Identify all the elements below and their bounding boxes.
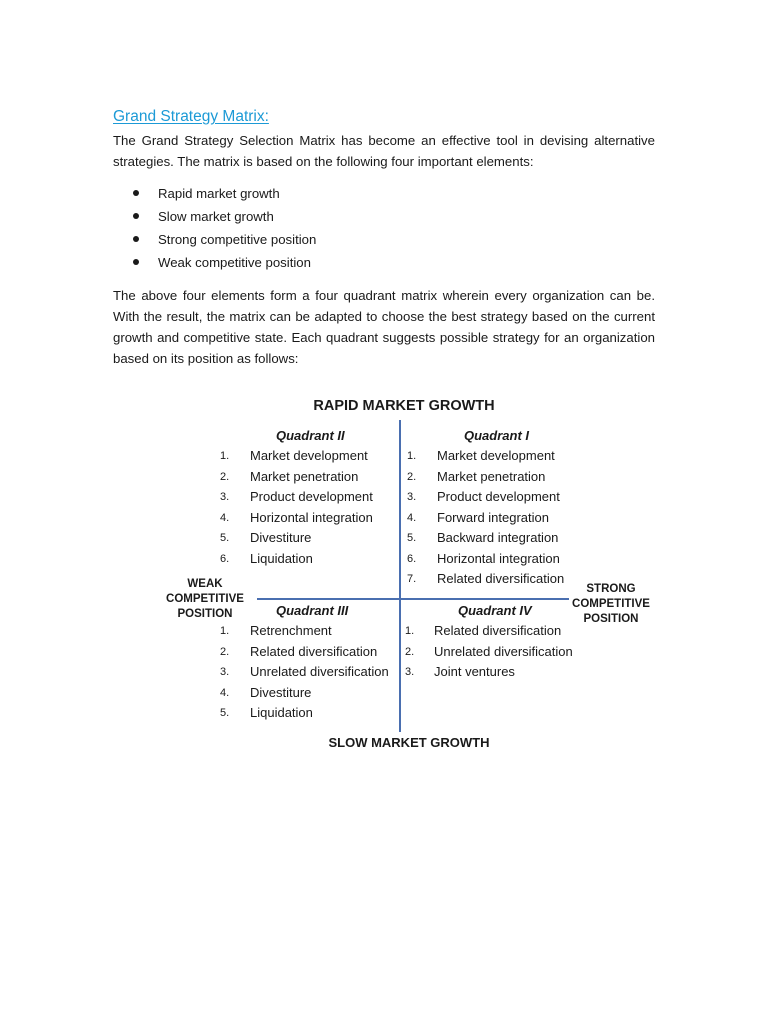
intro-paragraph: The Grand Strategy Selection Matrix has become an effective tool in devising alternative strategies. The matrix is based on the following four important elements:	[113, 133, 655, 169]
strategy-number: 1.	[405, 625, 415, 637]
section-heading: Grand Strategy Matrix:	[113, 108, 269, 125]
strategy-number: 3.	[220, 491, 230, 503]
strategy-label: Unrelated diversification	[434, 643, 573, 659]
list-item: Strong competitive position	[113, 228, 316, 251]
quadrant-iii-title: Quadrant III	[276, 603, 349, 618]
strategy-number: 6.	[220, 552, 230, 565]
strategy-label: Related diversification	[434, 623, 562, 638]
strategy-label: Horizontal integration	[250, 509, 373, 525]
strategy-number: 7.	[407, 573, 417, 585]
bullet-icon	[133, 259, 139, 265]
strategy-number: 5.	[220, 532, 230, 544]
quadrant-i-title: Quadrant I	[464, 428, 530, 443]
elements-list	[113, 182, 316, 274]
strategy-label: Divestiture	[250, 684, 312, 700]
quadrant-ii-title: Quadrant II	[276, 428, 345, 443]
strategy-number: 3.	[220, 666, 230, 678]
strategy-number: 2.	[405, 645, 415, 658]
strategy-label: Related diversification	[437, 571, 565, 586]
strategy-number: 5.	[407, 532, 417, 544]
strategy-label: Retrenchment	[250, 623, 332, 638]
strategy-number: 2.	[220, 645, 230, 658]
strategy-label: Market penetration	[437, 468, 546, 484]
list-item: Rapid market growth	[113, 182, 316, 205]
axis-label-bottom: SLOW MARKET GROWTH	[328, 735, 490, 750]
vertical-axis-line	[399, 420, 401, 732]
strategy-label: Market development	[437, 448, 555, 463]
strategy-label: Related diversification	[250, 643, 378, 659]
strategy-label: Market penetration	[250, 468, 359, 484]
strategy-label: Product development	[250, 489, 373, 504]
strategy-label: Horizontal integration	[437, 550, 560, 566]
strategy-label: Backward integration	[437, 530, 559, 545]
strategy-number: 2.	[220, 470, 230, 483]
bullet-icon	[133, 190, 139, 196]
strategy-number: 6.	[407, 552, 417, 565]
strategy-label: Unrelated diversification	[250, 664, 389, 679]
horizontal-axis-line	[257, 598, 569, 600]
body-paragraph: The above four elements form a four quadrant matrix wherein every organization can be. With the result, the matrix can be adapted to choose the best strategy based on the current growth and competitive state. Each quadrant suggests possible strategy for an organization based on its position as follows:	[113, 288, 655, 366]
strategy-number: 4.	[407, 511, 417, 524]
strategy-number: 4.	[220, 686, 230, 699]
strategy-label: Liquidation	[250, 550, 313, 566]
strategy-number: 3.	[405, 666, 415, 678]
strategy-label: Liquidation	[250, 705, 313, 720]
strategy-label: Forward integration	[437, 509, 549, 525]
bullet-icon	[133, 213, 139, 219]
strategy-number: 5.	[220, 707, 230, 719]
quadrant-iv-title: Quadrant IV	[458, 603, 532, 618]
strategy-number: 4.	[220, 511, 230, 524]
axis-label-left: WEAK COMPETITIVE POSITION	[166, 578, 244, 620]
list-item: Slow market growth	[113, 205, 316, 228]
axis-label-top: RAPID MARKET GROWTH	[313, 398, 495, 414]
strategy-number: 2.	[407, 470, 417, 483]
strategy-number: 1.	[220, 625, 230, 637]
strategy-label: Market development	[250, 448, 368, 463]
strategy-number: 1.	[220, 450, 230, 462]
list-item: Weak competitive position	[113, 251, 316, 274]
strategy-label: Product development	[437, 489, 560, 504]
strategy-label: Joint ventures	[434, 664, 515, 679]
bullet-icon	[133, 236, 139, 242]
strategy-label: Divestiture	[250, 530, 312, 545]
strategy-number: 3.	[407, 491, 417, 503]
axis-label-right: STRONG COMPETITIVE POSITION	[572, 583, 650, 625]
strategy-number: 1.	[407, 450, 417, 462]
